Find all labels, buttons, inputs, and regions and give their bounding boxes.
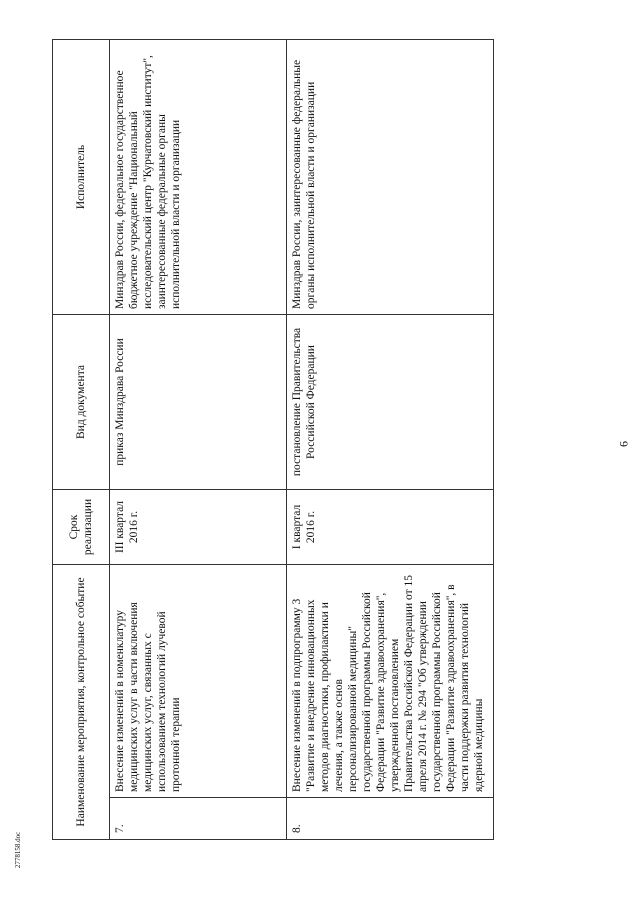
- row-number: 7.: [110, 798, 287, 840]
- header-executor: Исполнитель: [53, 40, 110, 315]
- table-row: [287, 40, 494, 840]
- table-row: [110, 40, 287, 840]
- row-doc-type: приказ Минздрава России: [110, 315, 287, 490]
- footer-filename: 2778158.doc: [14, 831, 22, 869]
- row-term: I квартал 2016 г.: [287, 490, 494, 565]
- row-doc-type: постановление Правительства Российской Федерации: [287, 315, 494, 490]
- table-header-row: [53, 40, 110, 840]
- row-term: III квартал 2016 г.: [110, 490, 287, 565]
- activities-table: [52, 39, 494, 840]
- page-number: 6: [616, 441, 631, 447]
- row-name: Внесение изменений в подпрограмму 3 "Развитие и внедрение инновационных методов диагностики, профилактики и лечения, а также основ персонализированной медицины" государственной программы Российской Федерации "Развитие здравоохранения", утвержденной постановлением Правительства Российской Федерации от 15 апреля 2014 г. № 294 "Об утверждении государственной программы Российской Федерации "Развитие здравоохранения", в части поддержки развития технологий ядерной медицины: [287, 565, 494, 798]
- row-name: Внесение изменений в номенклатуру медицинских услуг в части включения медицинских услуг, связанных с использованием технологий лучевой протонной терапии: [110, 565, 287, 798]
- document-table: [52, 40, 607, 840]
- header-term: Срок реализации: [53, 490, 110, 565]
- header-name: Наименование мероприятия, контрольное событие: [53, 565, 110, 840]
- row-number: 8.: [287, 798, 494, 840]
- header-doc-type: Вид документа: [53, 315, 110, 490]
- row-executor: Минздрав России, федеральное государственное бюджетное учреждение "Национальный исследовательский центр "Курчатовский институт", заинтересованные федеральные органы исполнительной власти и организации: [110, 40, 287, 315]
- row-executor: Минздрав России, заинтересованные федеральные органы исполнительной власти и организации: [287, 40, 494, 315]
